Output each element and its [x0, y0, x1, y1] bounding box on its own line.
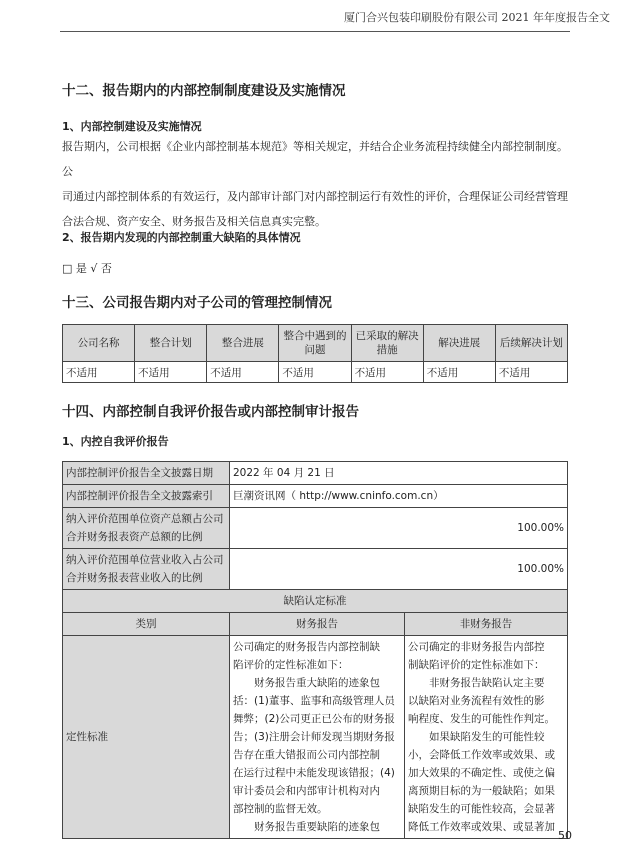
page-number: 50 [558, 829, 572, 842]
table-row [63, 636, 568, 839]
table-row [63, 462, 568, 485]
text-line: 告存在重大错报而公司内部控制 [233, 749, 380, 761]
self-evaluation-table [62, 461, 568, 839]
text-line: 加大效果的不确定性、或使之偏 [408, 767, 555, 779]
text-line: 公司确定的非财务报告内部控 [408, 641, 545, 653]
text-line: 缺陷发生的可能性较高，会显著 [408, 803, 555, 815]
text-line: 舞弊；(2)公司更正已公布的财务报 [233, 713, 395, 725]
text-line: 公司确定的财务报告内部控制缺 [233, 641, 380, 653]
subsidiary-control-table [62, 324, 568, 383]
text-line: 离预期目标的为一般缺陷；如果 [408, 785, 555, 797]
text-line: 在运行过程中未能发现该错报；(4) [233, 767, 395, 779]
table-cell: 不适用 [63, 362, 135, 383]
table-row [63, 508, 568, 549]
paragraph-line: 合法合规、资产安全、财务报告及相关信息真实完整。 [62, 215, 326, 228]
table-row [63, 485, 568, 508]
table-row [63, 549, 568, 590]
row-label: 纳入评价范围单位资产总额占公司合并财务报表资产总额的比例 [63, 508, 230, 549]
row-label: 内部控制评价报告全文披露日期 [63, 462, 230, 485]
row-value: 100.00% [230, 549, 568, 590]
yes-no-checkbox-text: □ 是 √ 否 [62, 262, 112, 275]
section-12-sub1: 1、内部控制建设及实施情况 [62, 120, 202, 133]
table-header-cell: 公司名称 [63, 325, 135, 362]
table-header-cell: 整合中遇到的问题 [279, 325, 351, 362]
row-label: 内部控制评价报告全文披露索引 [63, 485, 230, 508]
table-header-cell: 后续解决计划 [495, 325, 567, 362]
section-12-sub2: 2、报告期内发现的内部控制重大缺陷的具体情况 [62, 231, 301, 244]
table-header-row [63, 325, 568, 362]
text-line: 财务报告重要缺陷的迹象包 [233, 821, 380, 833]
table-cell: 不适用 [207, 362, 279, 383]
text-line: 告；(3)注册会计师发现当期财务报 [233, 731, 395, 743]
table-header-cell: 已采取的解决措施 [351, 325, 423, 362]
running-header: 厦门合兴包装印刷股份有限公司 2021 年年度报告全文 [344, 11, 610, 24]
text-line: 财务报告重大缺陷的迹象包 [233, 677, 380, 689]
defect-standard-header: 缺陷认定标准 [63, 590, 568, 613]
qualitative-standard-label: 定性标准 [63, 636, 230, 839]
table-header-cell: 解决进展 [423, 325, 495, 362]
table-row [63, 362, 568, 383]
row-value: 2022 年 04 月 21 日 [230, 462, 568, 485]
table-cell: 不适用 [351, 362, 423, 383]
col-header-nonfinancial: 非财务报告 [405, 613, 568, 636]
section-12-paragraph [62, 134, 572, 234]
header-divider [60, 31, 570, 32]
table-cell: 不适用 [495, 362, 567, 383]
table-header-cell: 整合计划 [135, 325, 207, 362]
text-line: 括：(1)董事、监事和高级管理人员 [233, 695, 395, 707]
text-line: 制缺陷评价的定性标准如下： [408, 659, 545, 671]
section-14-sub1: 1、内控自我评价报告 [62, 435, 169, 448]
text-line: 小，会降低工作效率或效果、或 [408, 749, 555, 761]
text-line: 降低工作效率或效果、或显著加 [408, 821, 555, 833]
row-label: 纳入评价范围单位营业收入占公司合并财务报表营业收入的比例 [63, 549, 230, 590]
col-header-category: 类别 [63, 613, 230, 636]
text-line: 非财务报告缺陷认定主要 [408, 677, 545, 689]
text-line: 响程度、发生的可能性作判定。 [408, 713, 555, 725]
text-line: 如果缺陷发生的可能性较 [408, 731, 545, 743]
text-line: 部控制的监督无效。 [233, 803, 328, 815]
financial-criteria-text [230, 636, 405, 839]
table-row [63, 590, 568, 613]
col-header-financial: 财务报告 [230, 613, 405, 636]
table-header-row [63, 613, 568, 636]
section-13-title: 十三、公司报告期内对子公司的管理控制情况 [62, 295, 332, 311]
section-12-title: 十二、报告期内的内部控制制度建设及实施情况 [62, 83, 346, 99]
row-value: 巨潮资讯网（ http://www.cninfo.com.cn） [230, 485, 568, 508]
nonfinancial-criteria-text [405, 636, 568, 839]
text-line: 审计委员会和内部审计机构对内 [233, 785, 380, 797]
table-cell: 不适用 [423, 362, 495, 383]
row-value: 100.00% [230, 508, 568, 549]
text-line: 陷评价的定性标准如下： [233, 659, 349, 671]
table-header-cell: 整合进展 [207, 325, 279, 362]
section-14-title: 十四、内部控制自我评价报告或内部控制审计报告 [62, 404, 359, 420]
table-cell: 不适用 [279, 362, 351, 383]
paragraph-line: 报告期内，公司根据《企业内部控制基本规范》等相关规定，并结合企业务流程持续健全内部控制制度。公 [62, 140, 568, 178]
paragraph-line: 司通过内部控制体系的有效运行，及内部审计部门对内部控制运行有效性的评价，合理保证公司经营管理 [62, 190, 568, 203]
table-cell: 不适用 [135, 362, 207, 383]
text-line: 以缺陷对业务流程有效性的影 [408, 695, 545, 707]
